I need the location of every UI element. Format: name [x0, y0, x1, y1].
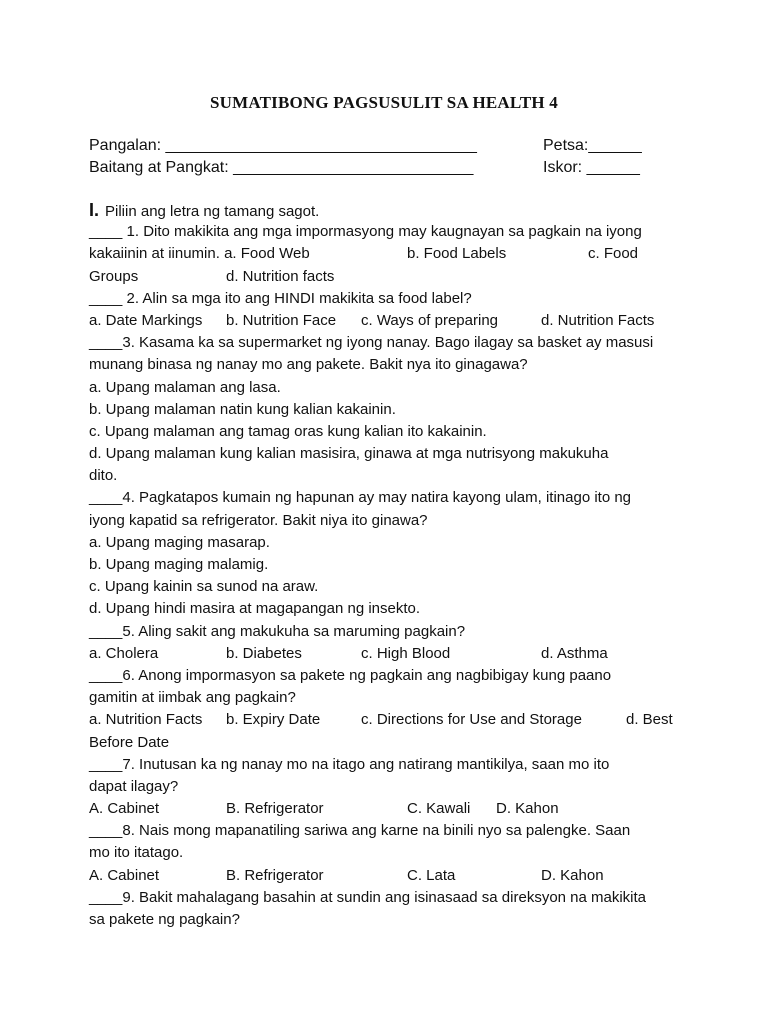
question-6-stem: ____6. Anong impormasyon sa pakete ng pagkain ang nagbibigay kung paano [89, 666, 612, 684]
grade-section-field-label: Baitang at Pangkat: ___________________________ [89, 159, 474, 176]
question-6-option-a: a. Nutrition Facts [89, 711, 203, 729]
question-9-stem: sa pakete ng pagkain? [89, 911, 240, 928]
question-4-stem: ____4. Pagkatapos kumain ng hapunan ay may natira kayong ulam, itinago ito ng [89, 489, 632, 507]
question-5-option-c: c. High Blood [361, 644, 451, 662]
question-6-option-b: b. Expiry Date [226, 711, 321, 729]
question-6-option-d: d. Best [626, 711, 673, 729]
question-2-option-a: a. Date Markings [89, 311, 203, 329]
question-8-options [89, 865, 689, 887]
question-3-option-d: d. Upang malaman kung kalian masisira, ginawa at mga nutrisyong makukuha [89, 445, 609, 463]
question-4-option-c: c. Upang kainin sa sunod na araw. [89, 578, 319, 596]
question-2-options [89, 310, 689, 332]
question-1-line [89, 243, 689, 265]
question-4-option-b: b. Upang maging malamig. [89, 556, 269, 573]
question-8-stem: ____8. Nais mong mapanatiling sariwa ang karne na binili nyo sa palengke. Saan [89, 822, 631, 840]
question-9-stem: ____9. Bakit mahalagang basahin at sundin ang isinasaad sa direksyon na makikita [89, 888, 647, 906]
question-8-option-c: C. Lata [407, 866, 456, 884]
question-8-option-d: D. Kahon [541, 866, 604, 884]
question-3-stem: munang binasa ng nanay mo ang pakete. Bakit nya ito ginagawa? [89, 356, 528, 374]
question-1-option-c-continued: Groups [89, 267, 139, 285]
question-4-option-d: d. Upang hindi masira at magapangan ng insekto. [89, 600, 421, 618]
section-number: I. [89, 200, 100, 220]
question-2-option-d: d. Nutrition Facts [541, 311, 655, 329]
quiz-body [89, 199, 689, 931]
question-1-option-a: kakaiinin at iinumin. a. Food Web [89, 245, 310, 263]
section-instruction: Piliin ang letra ng tamang sagot. [105, 203, 320, 220]
question-1-option-c: c. Food [588, 245, 639, 263]
question-5-option-a: a. Cholera [89, 644, 159, 662]
question-3-option-b: b. Upang malaman natin kung kalian kakainin. [89, 400, 396, 418]
question-1-line [89, 266, 689, 288]
question-5-stem: ____5. Aling sakit ang makukuha sa maruming pagkain? [89, 622, 466, 640]
question-6-options [89, 709, 689, 731]
section-heading [89, 199, 689, 221]
question-2-stem: ____ 2. Alin sa mga ito ang HINDI makikita sa food label? [89, 289, 472, 307]
question-7-stem: dapat ilagay? [89, 777, 179, 795]
question-5-option-d: d. Asthma [541, 644, 608, 662]
question-6-option-c: c. Directions for Use and Storage [361, 711, 582, 729]
date-field-label: Petsa:______ [543, 137, 642, 154]
question-7-stem: ____7. Inutusan ka ng nanay mo na itago ang natirang mantikilya, saan mo ito [89, 755, 610, 773]
question-7-option-c: C. Kawali [407, 800, 471, 818]
question-5-options [89, 643, 689, 665]
question-2-option-c: c. Ways of preparing [361, 311, 498, 329]
question-7-options [89, 798, 689, 820]
question-3-stem: ____3. Kasama ka sa supermarket ng iyong nanay. Bago ilagay sa basket ay masusi [89, 334, 654, 352]
question-1-stem: ____ 1. Dito makikita ang mga impormasyong may kaugnayan sa pagkain na iyong [89, 223, 642, 241]
question-8-option-b: B. Refrigerator [226, 866, 324, 884]
question-4-option-a: a. Upang maging masarap. [89, 533, 270, 551]
question-3-option-d-continued: dito. [89, 467, 118, 485]
question-3-option-c: c. Upang malaman ang tamag oras kung kalian ito kakainin. [89, 422, 487, 440]
question-1-option-b: b. Food Labels [407, 245, 507, 263]
question-7-option-a: A. Cabinet [89, 800, 160, 818]
question-3-option-a: a. Upang malaman ang lasa. [89, 378, 281, 396]
question-6-option-d-continued: Before Date [89, 733, 170, 751]
name-field-label: Pangalan: ___________________________________ [89, 137, 477, 154]
score-field-label: Iskor: ______ [543, 159, 640, 176]
question-8-option-a: A. Cabinet [89, 866, 160, 884]
question-1-option-d: d. Nutrition facts [226, 267, 335, 285]
question-7-option-b: B. Refrigerator [226, 800, 324, 818]
page-title: SUMATIBONG PAGSUSULIT SA HEALTH 4 [210, 93, 558, 112]
question-2-option-b: b. Nutrition Face [226, 311, 337, 329]
question-4-stem: iyong kapatid sa refrigerator. Bakit niya ito ginawa? [89, 511, 428, 529]
question-6-stem: gamitin at iimbak ang pagkain? [89, 689, 296, 707]
question-7-option-d: D. Kahon [496, 800, 559, 818]
question-8-stem: mo ito itatago. [89, 844, 184, 862]
question-5-option-b: b. Diabetes [226, 644, 302, 662]
